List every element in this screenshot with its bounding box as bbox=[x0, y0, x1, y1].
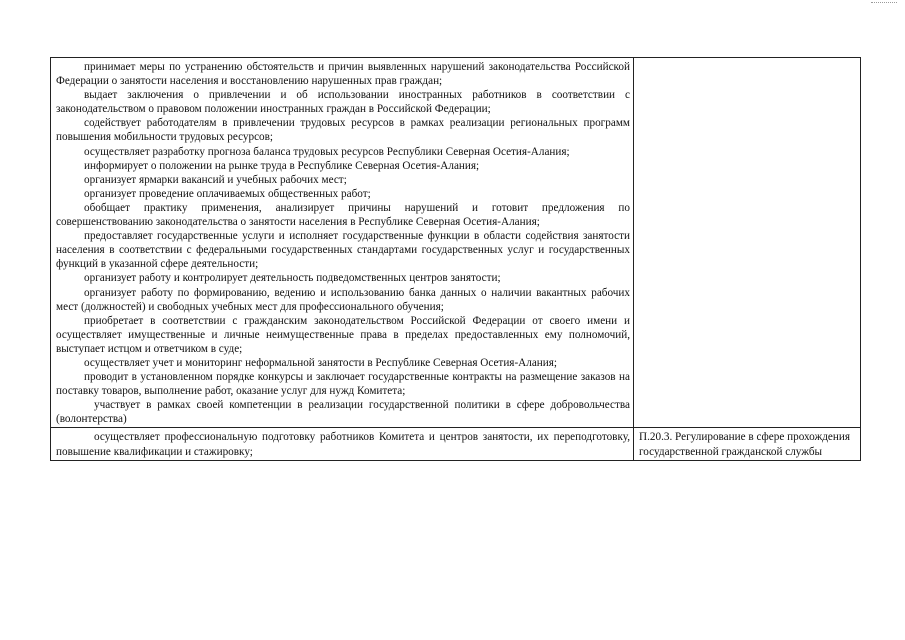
paragraph: участвует в рамках своей компетенции в реализации государственной политики в сфере добровольчества (волонтерства) bbox=[56, 399, 630, 426]
regulation-cell bbox=[634, 428, 861, 460]
paragraph: проводит в установленном порядке конкурсы и заключает государственные контракты на размещение заказов на поставку товаров, выполнение работ, оказание услуг для нужд Комитета; bbox=[56, 371, 630, 398]
paragraph: принимает меры по устранению обстоятельств и причин выявленных нарушений законодательства Российской Федерации о занятости населения и восстановлению нарушенных прав граждан; bbox=[56, 61, 630, 88]
paragraph: выдает заключения о привлечении и об использовании иностранных работников в соответствии с законодательством о правовом положении иностранных граждан в Российской Федерации; bbox=[56, 89, 630, 116]
regulation-cell bbox=[634, 58, 861, 428]
table-row bbox=[51, 58, 861, 428]
functions-cell bbox=[51, 428, 634, 460]
functions-cell bbox=[51, 58, 634, 428]
paragraph: содействует работодателям в привлечении трудовых ресурсов в рамках реализации региональных программ повышения мобильности трудовых ресурсов; bbox=[56, 117, 630, 144]
paragraph: предоставляет государственные услуги и исполняет государственные функции в области содействия занятости населения в соответствии с федеральными государственных стандартами государственных услуг и государственных функций в указанной сфере деятельности; bbox=[56, 230, 630, 271]
paragraph: приобретает в соответствии с гражданским законодательством Российской Федерации от своего имени и осуществляет имущественные и личные неимущественные права в пределах предоставленных ему полномочий, выступает истцом и ответчиком в суде; bbox=[56, 314, 630, 355]
paragraph: организует ярмарки вакансий и учебных рабочих мест; bbox=[84, 173, 347, 186]
paragraph: организует работу по формированию, ведению и использованию банка данных о наличии вакантных рабочих мест (должностей) и свободных учебных мест для профессионального обучения; bbox=[56, 286, 630, 313]
paragraph: осуществляет профессиональную подготовку работников Комитета и центров занятости, их переподготовку, повышение квалификации и стажировку; bbox=[56, 431, 630, 458]
paragraph: организует проведение оплачиваемых общественных работ; bbox=[84, 187, 371, 200]
paragraph: информирует о положении на рынке труда в Республике Северная Осетия-Алания; bbox=[84, 159, 480, 172]
paragraph: организует работу и контролирует деятельность подведомственных центров занятости; bbox=[84, 272, 501, 285]
document-table bbox=[50, 57, 861, 461]
paragraph: обобщает практику применения, анализирует причины нарушений и готовит предложения по совершенствованию законодательства о занятости населения в Республике Северная Осетия-Алания; bbox=[56, 201, 630, 229]
regulation-text: П.20.3. Регулирование в сфере прохождения государственной гражданской службы bbox=[639, 431, 851, 458]
table-row bbox=[51, 428, 861, 460]
corner-scan-mark bbox=[871, 2, 897, 6]
paragraph: осуществляет разработку прогноза баланса трудовых ресурсов Республики Северная Осетия-Алания; bbox=[84, 145, 570, 158]
paragraph: осуществляет учет и мониторинг неформальной занятости в Республике Северная Осетия-Алания; bbox=[84, 356, 558, 369]
